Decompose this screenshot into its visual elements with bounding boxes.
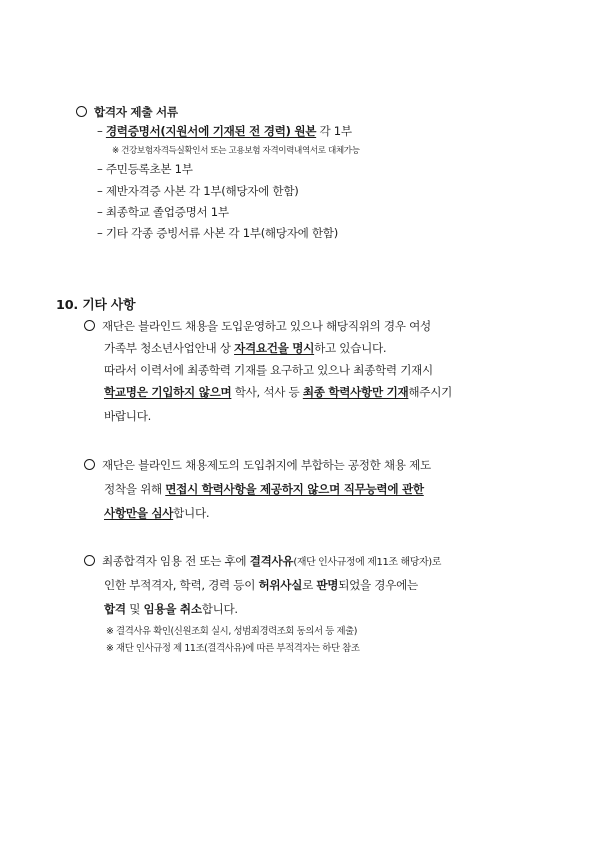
p2-line3: 사항만을 심사합니다. xyxy=(104,506,210,520)
p1-line3: 따라서 이력서에 최종학력 기재를 요구하고 있으나 최종학력 기재시 xyxy=(104,363,433,377)
circle-bullet-icon xyxy=(84,555,95,566)
docs-item-graduation: – 최종학교 졸업증명서 1부 xyxy=(97,205,229,219)
p1-line2: 가족부 청소년사업안내 상 자격요건을 명시하고 있습니다. xyxy=(104,341,387,355)
p3-note2: ※ 재단 인사규정 제 11조(결격사유)에 따른 부적격자는 하단 참조 xyxy=(106,643,360,654)
dash-bullet: – xyxy=(97,162,103,176)
dash-bullet: – xyxy=(97,205,103,219)
career-cert-text: 경력증명서(지원서에 기재된 전 경력) 원본 xyxy=(105,124,317,138)
p3-note1: ※ 결격사유 확인(신원조회 실시, 성범죄경력조회 동의서 등 제출) xyxy=(106,626,358,637)
dash-bullet: – xyxy=(97,124,103,138)
p2-line2: 정착을 위해 면접시 학력사항을 제공하지 않으며 직무능력에 관한 xyxy=(104,482,424,496)
circle-bullet-icon xyxy=(76,106,87,117)
p3-line1: 최종합격자 임용 전 또는 후에 결격사유(재단 인사규정에 제11조 해당자)로 xyxy=(84,553,441,571)
docs-item-career: – 경력증명서(지원서에 기재된 전 경력) 원본 각 1부 xyxy=(97,124,352,138)
p1-line4: 학교명은 기입하지 않으며 학사, 석사 등 최종 학력사항만 기재해주시기 xyxy=(104,385,452,399)
dash-bullet: – xyxy=(97,184,103,198)
docs-item-resident: – 주민등록초본 1부 xyxy=(97,162,193,176)
p3-line3: 합격 및 임용을 취소합니다. xyxy=(104,602,238,616)
circle-bullet-icon xyxy=(84,320,95,331)
p1-line1: 재단은 블라인드 채용을 도입운영하고 있으나 해당직위의 경우 여성 xyxy=(84,318,431,334)
docs-item-other: – 기타 각종 증빙서류 사본 각 1부(해당자에 한함) xyxy=(97,226,338,240)
p1-line5: 바랍니다. xyxy=(104,409,151,423)
dash-bullet: – xyxy=(97,226,103,240)
p2-line1: 재단은 블라인드 채용제도의 도입취지에 부합하는 공정한 채용 제도 xyxy=(84,457,431,473)
docs-item-license: – 제반자격증 사본 각 1부(해당자에 한함) xyxy=(97,184,299,198)
section-title: 10. 기타 사항 xyxy=(56,298,136,313)
p3-line2: 인한 부적격자, 학력, 경력 등이 허위사실로 판명되었을 경우에는 xyxy=(104,578,418,592)
docs-heading: 합격자 제출 서류 xyxy=(76,104,178,120)
circle-bullet-icon xyxy=(84,459,95,470)
docs-item-career-note: ※ 건강보험자격득실확인서 또는 고용보험 자격이력내역서로 대체가능 xyxy=(112,146,360,156)
